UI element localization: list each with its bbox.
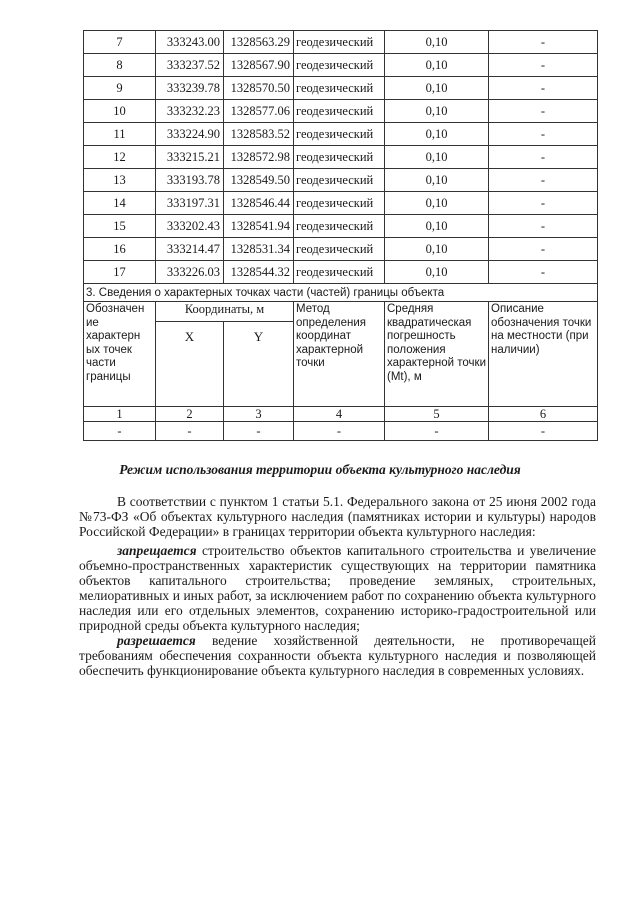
description-cell: -: [489, 77, 598, 100]
column-number: 2: [156, 407, 224, 422]
description-cell: -: [489, 215, 598, 238]
point-number: 10: [84, 100, 156, 123]
coordinate-x: 333215.21: [156, 146, 224, 169]
table-row: [84, 54, 598, 77]
error-cell: 0,10: [385, 54, 489, 77]
error-cell: 0,10: [385, 261, 489, 284]
coordinate-x: 333214.47: [156, 238, 224, 261]
empty-cell: -: [156, 422, 224, 441]
paragraph-prohibited: [79, 543, 596, 633]
header-y: Y: [224, 322, 294, 407]
method-cell: геодезический: [294, 192, 385, 215]
error-cell: 0,10: [385, 192, 489, 215]
empty-cell: -: [224, 422, 294, 441]
coordinate-y: 1328531.34: [224, 238, 294, 261]
coordinate-y: 1328583.52: [224, 123, 294, 146]
header-row-top: [84, 302, 598, 322]
point-number: 13: [84, 169, 156, 192]
error-cell: 0,10: [385, 100, 489, 123]
description-cell: -: [489, 169, 598, 192]
table-row: [84, 123, 598, 146]
point-number: 7: [84, 31, 156, 54]
method-cell: геодезический: [294, 169, 385, 192]
error-cell: 0,10: [385, 169, 489, 192]
empty-cell: -: [489, 422, 598, 441]
coordinate-x: 333232.23: [156, 100, 224, 123]
table-row: [84, 169, 598, 192]
coordinate-y: 1328567.90: [224, 54, 294, 77]
method-cell: геодезический: [294, 261, 385, 284]
description-cell: -: [489, 123, 598, 146]
description-cell: -: [489, 100, 598, 123]
coordinate-y: 1328572.98: [224, 146, 294, 169]
error-cell: 0,10: [385, 31, 489, 54]
coordinate-x: 333243.00: [156, 31, 224, 54]
method-cell: геодезический: [294, 215, 385, 238]
point-number: 11: [84, 123, 156, 146]
regime-heading: Режим использования территории объекта культурного наследия: [119, 462, 521, 477]
description-cell: -: [489, 261, 598, 284]
header-error: Средняя квадратическая погрешность положения характерной точки (Mt), м: [385, 302, 489, 407]
coordinate-y: 1328541.94: [224, 215, 294, 238]
error-cell: 0,10: [385, 77, 489, 100]
coordinate-x: 333226.03: [156, 261, 224, 284]
empty-cell: -: [84, 422, 156, 441]
error-cell: 0,10: [385, 215, 489, 238]
point-number: 8: [84, 54, 156, 77]
table-row: [84, 192, 598, 215]
method-cell: геодезический: [294, 123, 385, 146]
point-number: 14: [84, 192, 156, 215]
method-cell: геодезический: [294, 100, 385, 123]
coordinate-y: 1328549.50: [224, 169, 294, 192]
column-number: 3: [224, 407, 294, 422]
paragraph-legal-basis: В соответствии с пунктом 1 статьи 5.1. Федерального закона от 25 июня 2002 года №73-ФЗ «Об объектах культурного наследия (памятниках истории и культуры) народов Российской Федерации» в границах территории объекта культурного наследия:: [79, 494, 596, 539]
description-cell: -: [489, 192, 598, 215]
method-cell: геодезический: [294, 146, 385, 169]
point-number: 16: [84, 238, 156, 261]
table-row: [84, 238, 598, 261]
permitted-text: ведение хозяйственной деятельности, не противоречащей требованиям обеспечения сохранности объекта культурного наследия и позволяющей обеспечить функционирование объекта культурного наследия в современных условиях.: [79, 633, 596, 678]
empty-data-row: [84, 422, 598, 441]
column-number: 1: [84, 407, 156, 422]
header-x: X: [156, 322, 224, 407]
paragraph-permitted: [79, 633, 596, 678]
column-number: 5: [385, 407, 489, 422]
table-row: [84, 261, 598, 284]
coordinates-table-body: [84, 31, 598, 284]
method-cell: геодезический: [294, 77, 385, 100]
description-cell: -: [489, 54, 598, 77]
point-number: 15: [84, 215, 156, 238]
coordinate-x: 333197.31: [156, 192, 224, 215]
header-coordinates: Координаты, м: [156, 302, 294, 322]
coordinate-x: 333193.78: [156, 169, 224, 192]
column-number: 4: [294, 407, 385, 422]
table-row: [84, 146, 598, 169]
point-number: 12: [84, 146, 156, 169]
coordinate-x: 333237.52: [156, 54, 224, 77]
section-3-body: [84, 284, 598, 441]
description-cell: -: [489, 31, 598, 54]
coordinate-y: 1328570.50: [224, 77, 294, 100]
empty-cell: -: [294, 422, 385, 441]
coordinate-y: 1328563.29: [224, 31, 294, 54]
header-method: Метод определения координат характерной точки: [294, 302, 385, 407]
empty-cell: -: [385, 422, 489, 441]
method-cell: геодезический: [294, 54, 385, 77]
permitted-keyword: разрешается: [117, 633, 196, 648]
point-number: 9: [84, 77, 156, 100]
coordinate-y: 1328544.32: [224, 261, 294, 284]
coordinate-y: 1328546.44: [224, 192, 294, 215]
description-cell: -: [489, 238, 598, 261]
error-cell: 0,10: [385, 238, 489, 261]
section-3-title: 3. Сведения о характерных точках части (частей) границы объекта: [84, 284, 598, 302]
method-cell: геодезический: [294, 31, 385, 54]
column-numbers-row: [84, 407, 598, 422]
error-cell: 0,10: [385, 146, 489, 169]
table-row: [84, 215, 598, 238]
description-cell: -: [489, 146, 598, 169]
coordinate-x: 333202.43: [156, 215, 224, 238]
header-designation: Обозначен ие характерн ых точек части границы: [84, 302, 156, 407]
coordinate-x: 333239.78: [156, 77, 224, 100]
section-3-row: [84, 284, 598, 302]
prohibited-text: строительство объектов капитального строительства и увеличение объемно-пространственных характеристик существующих на территории памятника объектов капитального строительства; проведение земляных, строительных, мелиоративных и иных работ, за исключением работ по сохранению объекта культурного наследия или его отдельных элементов, сохранению историко-градостроительной или природной среды объекта культурного наследия;: [79, 543, 596, 633]
coordinate-x: 333224.90: [156, 123, 224, 146]
coordinates-table: [83, 30, 598, 441]
prohibited-keyword: запрещается: [117, 543, 197, 558]
table-row: [84, 100, 598, 123]
table-row: [84, 77, 598, 100]
table-row: [84, 31, 598, 54]
header-description: Описание обозначения точки на местности (при наличии): [489, 302, 598, 407]
column-number: 6: [489, 407, 598, 422]
coordinate-y: 1328577.06: [224, 100, 294, 123]
error-cell: 0,10: [385, 123, 489, 146]
point-number: 17: [84, 261, 156, 284]
method-cell: геодезический: [294, 238, 385, 261]
